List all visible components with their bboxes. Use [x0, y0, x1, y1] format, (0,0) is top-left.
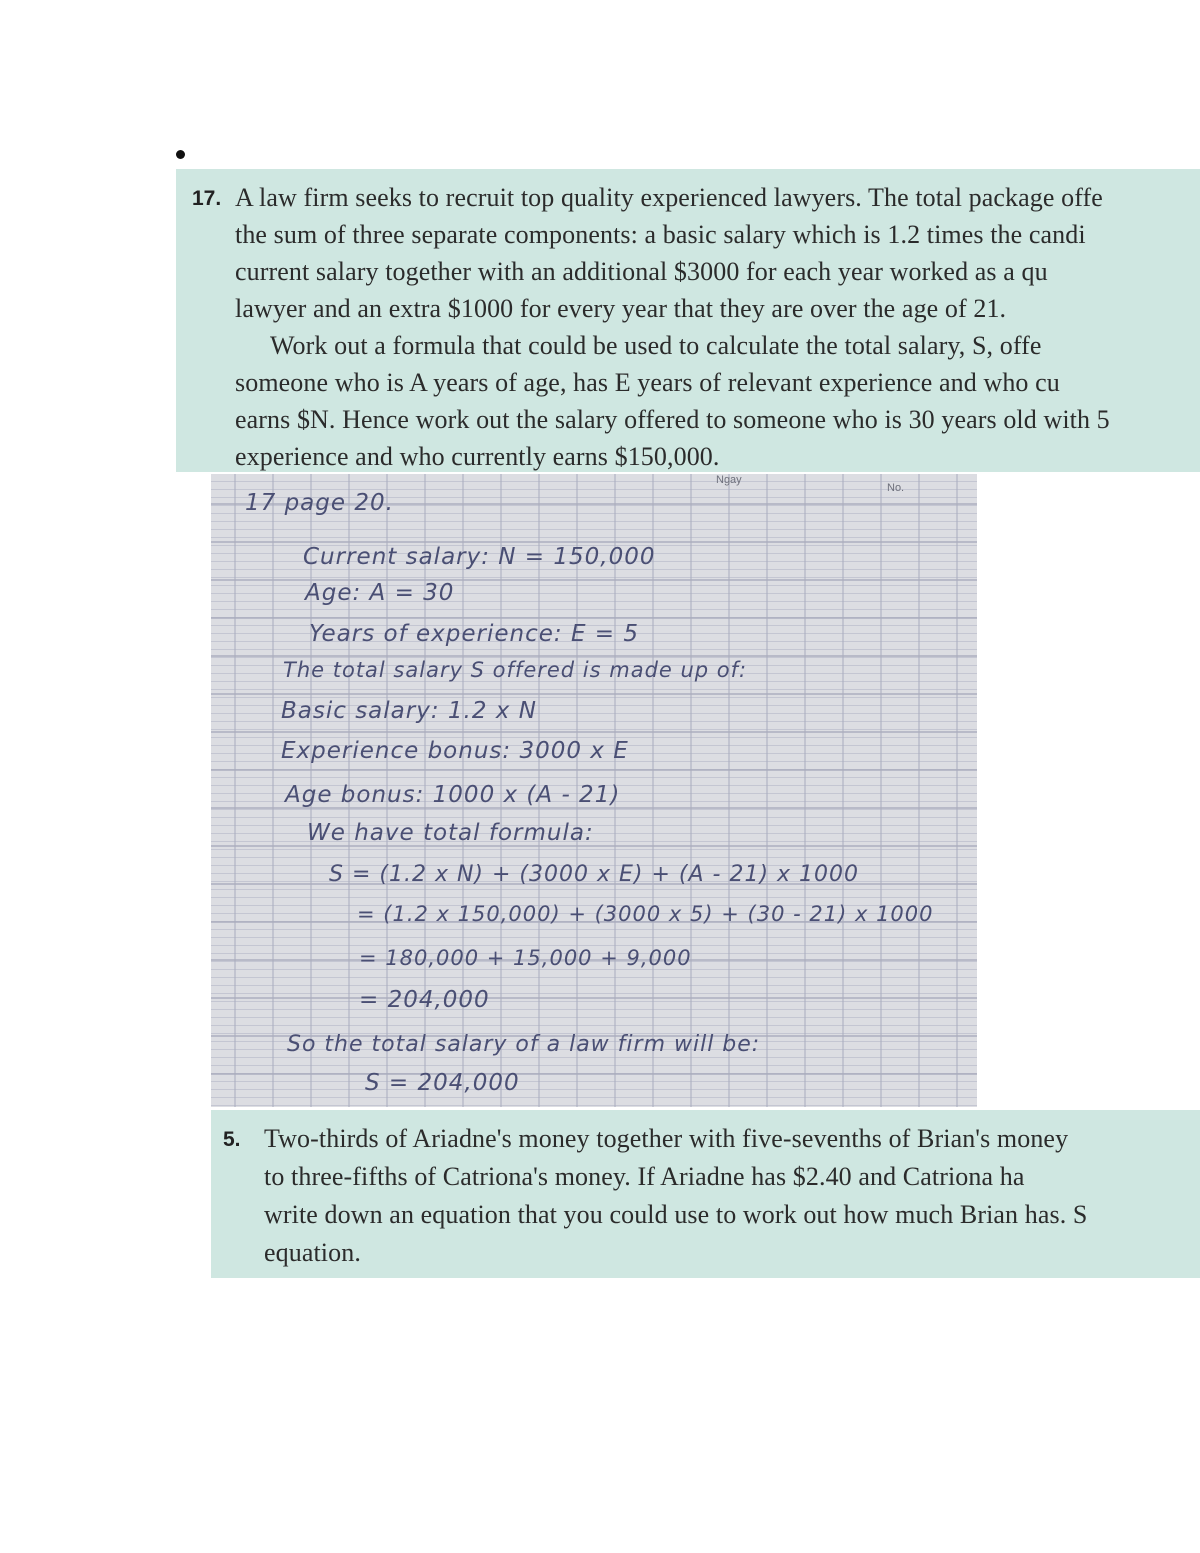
problem-5-box [211, 1110, 1200, 1278]
handwritten-line: = 180,000 + 15,000 + 9,000 [359, 946, 692, 970]
handwritten-line: Age: A = 30 [305, 580, 455, 606]
handwritten-line: 17 page 20. [245, 490, 394, 516]
handwritten-line: = 204,000 [359, 987, 490, 1013]
notebook-date-label: Ngay [716, 474, 742, 486]
problem-5-line: equation. [264, 1238, 361, 1267]
problem-17-box [176, 169, 1200, 472]
handwritten-notebook-photo [211, 474, 977, 1107]
handwritten-line: Current salary: N = 150,000 [303, 544, 656, 570]
problem-17-line: the sum of three separate components: a basic salary which is 1.2 times the candi [235, 220, 1086, 249]
handwritten-line: Years of experience: E = 5 [309, 621, 639, 647]
problem-17-line: A law firm seeks to recruit top quality experienced lawyers. The total package offe [235, 183, 1103, 212]
problem-17-line: Work out a formula that could be used to calculate the total salary, S, offe [270, 331, 1042, 360]
problem-17-line: experience and who currently earns $150,000. [235, 442, 720, 471]
notebook-number-label: No. [887, 482, 905, 494]
handwritten-line: We have total formula: [307, 820, 594, 846]
handwritten-line: S = 204,000 [365, 1070, 520, 1096]
problem-17-line: lawyer and an extra $1000 for every year that they are over the age of 21. [235, 294, 1007, 323]
problem-5-line: to three-fifths of Catriona's money. If Ariadne has $2.40 and Catriona ha [264, 1162, 1025, 1191]
handwritten-line: So the total salary of a law firm will be: [287, 1032, 761, 1057]
problem-17-line: earns $N. Hence work out the salary offered to someone who is 30 years old with 5 [235, 405, 1110, 434]
problem-5-line: Two-thirds of Ariadne's money together with five-sevenths of Brian's money [264, 1124, 1069, 1153]
problem-5-line: write down an equation that you could use to work out how much Brian has. S [264, 1200, 1088, 1229]
handwritten-line: = (1.2 x 150,000) + (3000 x 5) + (30 - 21) x 1000 [357, 902, 934, 926]
problem-5-number: 5. [223, 1128, 241, 1151]
problem-17-number: 17. [192, 187, 222, 210]
handwritten-line: Experience bonus: 3000 x E [281, 738, 629, 764]
handwritten-line: The total salary S offered is made up of: [283, 658, 748, 682]
problem-17-line: current salary together with an additional $3000 for each year worked as a qu [235, 257, 1048, 286]
handwritten-line: S = (1.2 x N) + (3000 x E) + (A - 21) x 1000 [329, 862, 860, 887]
bullet-point [176, 150, 185, 159]
problem-17-line: someone who is A years of age, has E years of relevant experience and who cu [235, 368, 1060, 397]
handwritten-line: Basic salary: 1.2 x N [281, 698, 537, 724]
handwritten-line: Age bonus: 1000 x (A - 21) [285, 782, 621, 808]
